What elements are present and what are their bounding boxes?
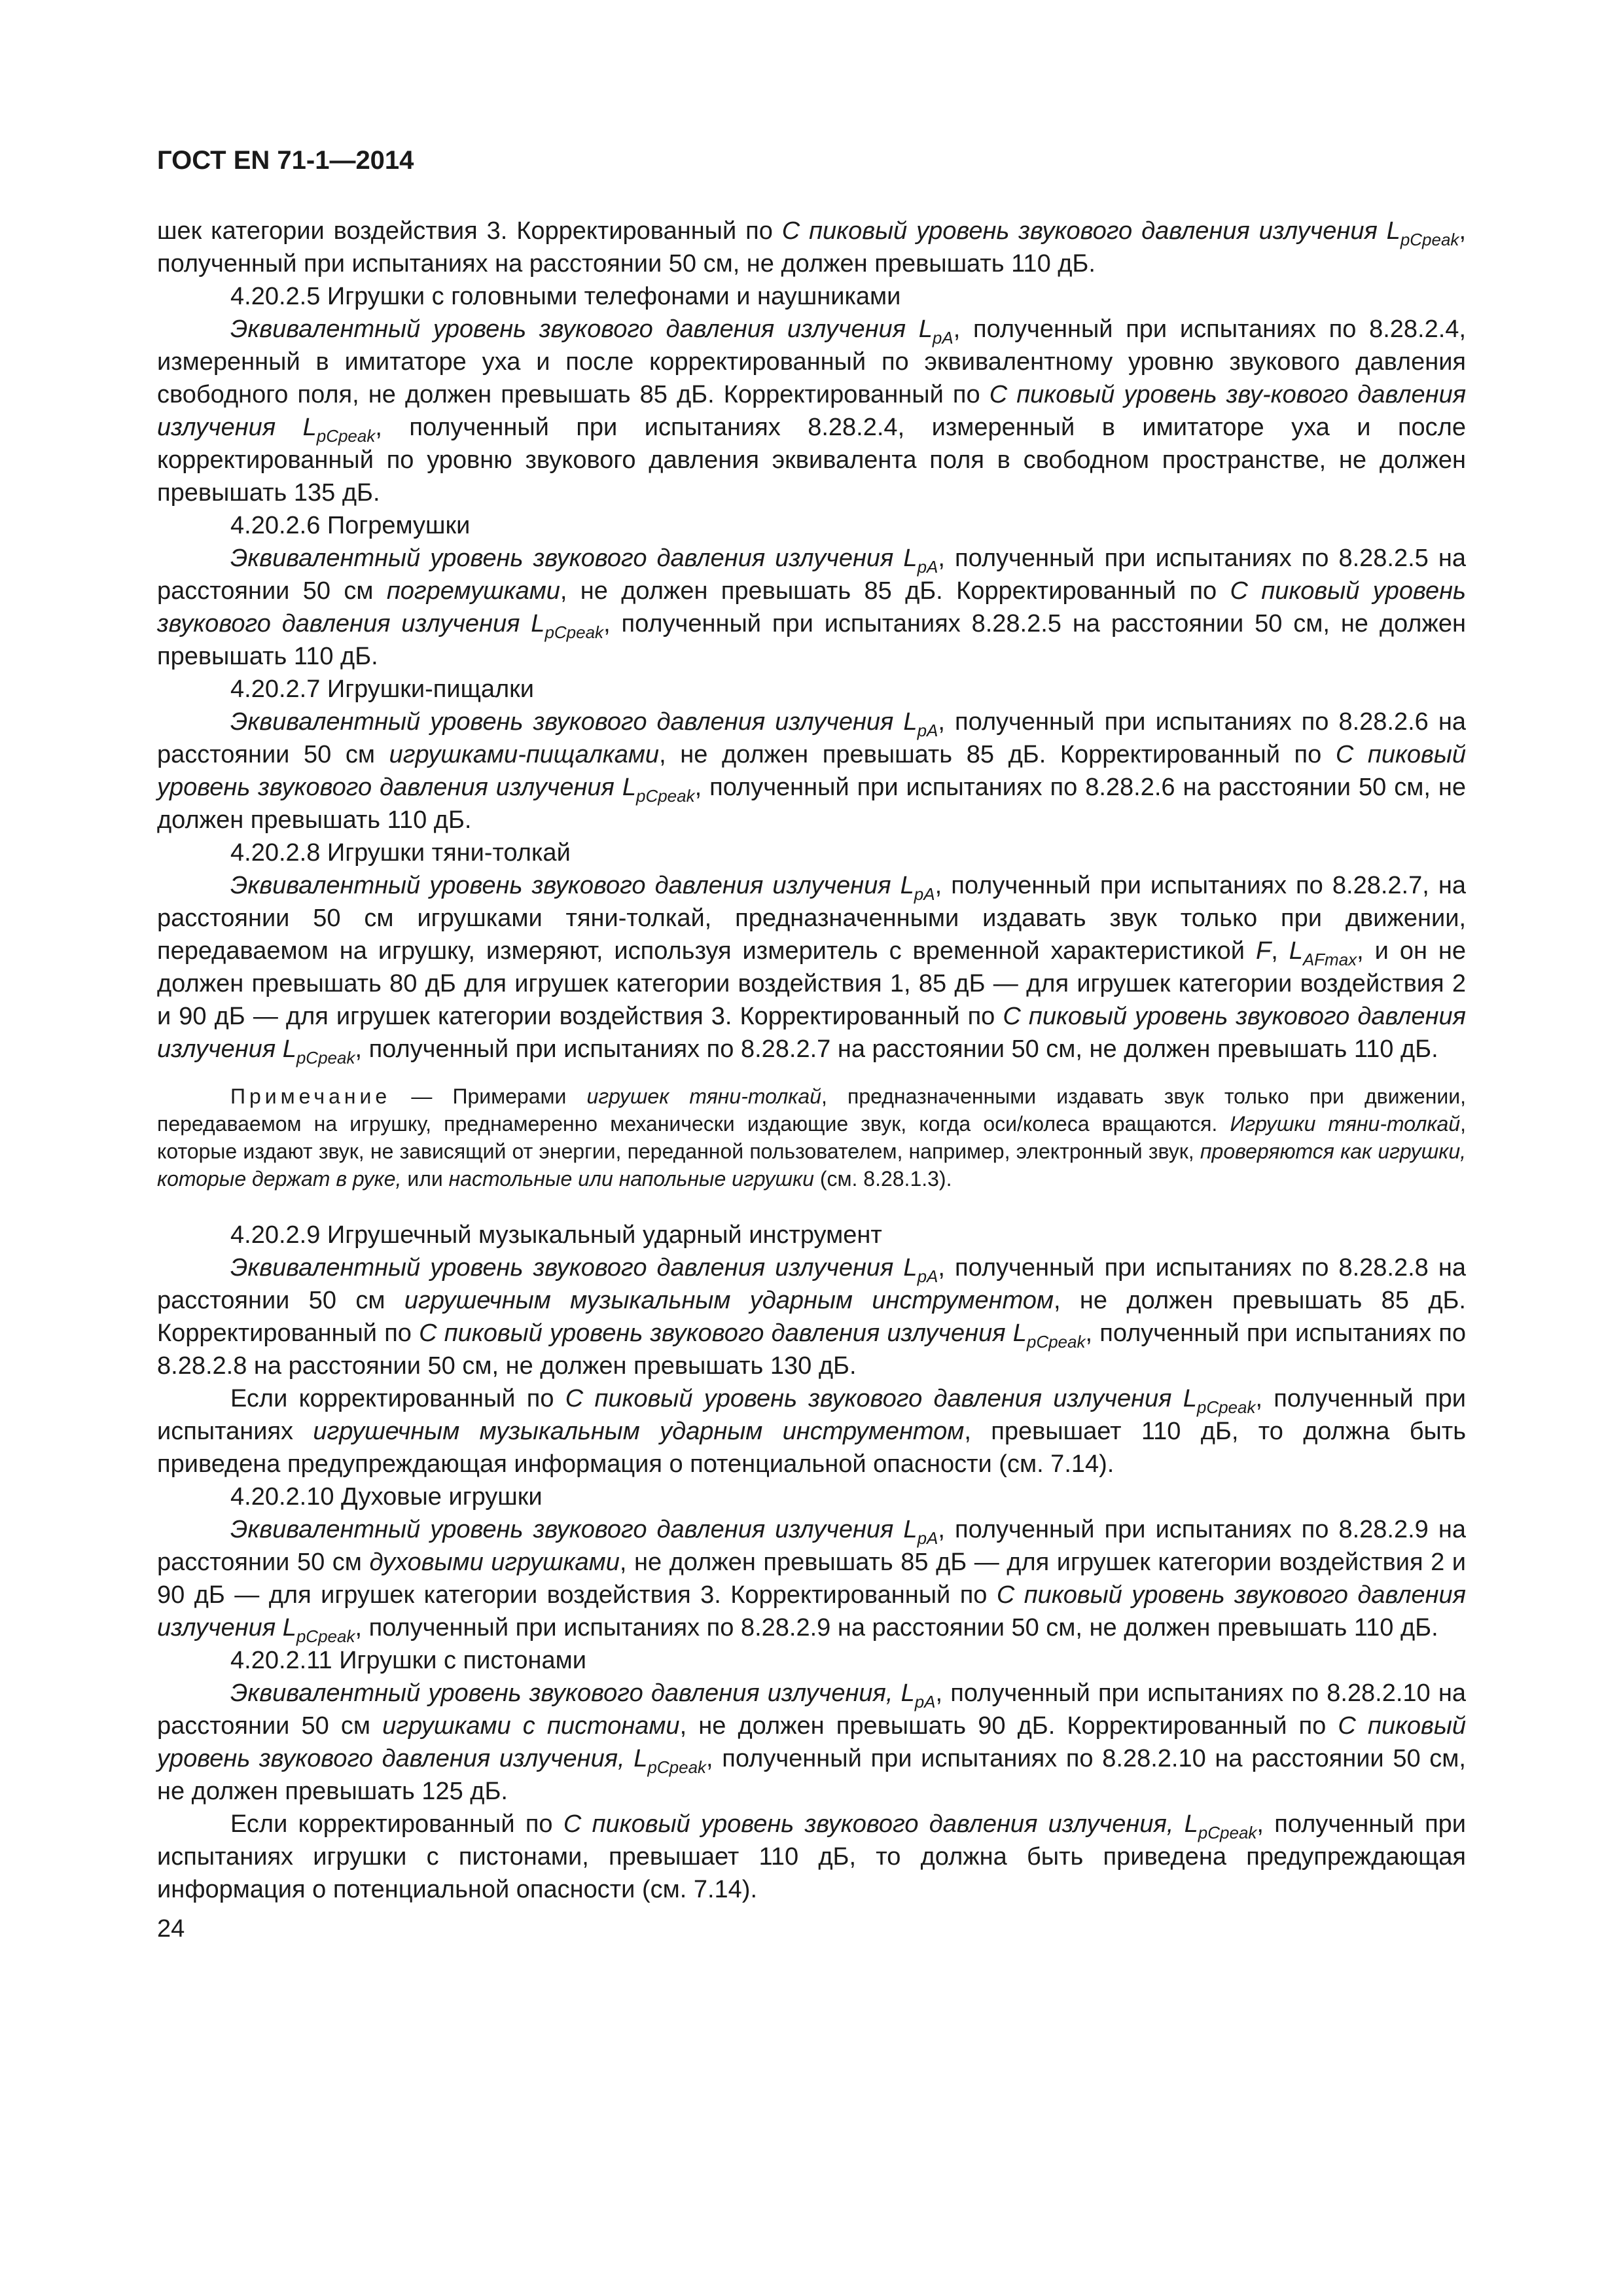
section-heading: 4.20.2.7 Игрушки-пищалки — [230, 675, 534, 703]
document-header: ГОСТ EN 71-1—2014 — [157, 146, 414, 175]
paragraph: Если корректированный по С пиковый уровень звукового давления излучения, $L_{pCpeak}$, полученный при испытаниях игрушки с пистонами, превышает 110 дБ, то должна быть приведена предупреждающая информация о потенциальной опасности (см. 7.14). — [157, 1810, 1467, 1903]
paragraph: Эквивалентный уровень звукового давления излучения $L_{pA}$, полученный при испытаниях по 8.28.2.5 на расстоянии 50 см погремушками, не должен превышать 85 дБ. Корректированный по С пиковый уровень звукового давления излучения $L_{pCpeak}$, полученный при испытаниях 8.28.2.5 на расстоянии 50 см, не должен превышать 110 дБ. — [157, 545, 1467, 670]
section-heading: 4.20.2.5 Игрушки с головными телефонами и наушниками — [230, 283, 901, 310]
section-heading: 4.20.2.11 Игрушки с пистонами — [230, 1647, 586, 1674]
paragraph: Эквивалентный уровень звукового давления излучения, $L_{pA}$, полученный при испытаниях по 8.28.2.10 на расстоянии 50 см игрушками с пистонами, не должен превышать 90 дБ. Корректированный по С пиковый уровень звукового давления излучения, $L_{pCpeak}$, полученный при испытаниях по 8.28.2.10 на расстоянии 50 см, не должен превышать 125 дБ. — [157, 1679, 1466, 1805]
paragraph: шек категории воздействия 3. Корректированный по С пиковый уровень звукового давления излучения $L_{pCpeak}$, полученный при испытаниях на расстоянии 50 см, не должен превышать 110 дБ. — [157, 217, 1466, 278]
section-heading: 4.20.2.8 Игрушки тяни-толкай — [230, 839, 571, 867]
paragraph: Эквивалентный уровень звукового давления излучения $L_{pA}$, полученный при испытаниях по 8.28.2.9 на расстоянии 50 см духовыми игрушками, не должен превышать 85 дБ — для игрушек категории воздействия 2 и 90 дБ — для игрушек категории воздействия 3. Корректированный по С пиковый уровень звукового давления излучения $L_{pCpeak}$, полученный при испытаниях по 8.28.2.9 на расстоянии 50 см, не должен превышать 110 дБ. — [157, 1516, 1467, 1646]
section-heading: 4.20.2.10 Духовые игрушки — [230, 1483, 543, 1511]
paragraph: Если корректированный по С пиковый уровень звукового давления излучения $L_{pCpeak}$, полученный при испытаниях игрушечным музыкальным ударным инструментом, превышает 110 дБ, то должна быть приведена предупреждающая информация о потенциальной опасности (см. 7.14). — [157, 1385, 1466, 1478]
paragraph: Эквивалентный уровень звукового давления излучения $L_{pA}$, полученный при испытаниях по 8.28.2.4, измеренный в имитаторе уха и после корректированный по эквивалентному уровню звукового давления свободного поля, не должен превышать 85 дБ. Корректированный по С пиковый уровень зву-кового давления излучения $L_{pCpeak}$, полученный при испытаниях 8.28.2.4, измеренный в имитаторе уха и после корректированный по уровню звукового давления эквивалента поля в свободном пространстве, не должен превышать 135 дБ. — [157, 315, 1467, 507]
section-heading: 4.20.2.9 Игрушечный музыкальный ударный инструмент — [230, 1221, 882, 1249]
paragraph: Эквивалентный уровень звукового давления излучения $L_{pA}$, полученный при испытаниях по 8.28.2.8 на расстоянии 50 см игрушечным музыкальным ударным инструментом, не должен превышать 85 дБ. Корректированный по С пиковый уровень звукового давления излучения $L_{pCpeak}$, полученный при испытаниях по 8.28.2.8 на расстоянии 50 см, не должен превышать 130 дБ. — [157, 1254, 1466, 1380]
section-heading: 4.20.2.6 Погремушки — [230, 512, 471, 539]
paragraph: Эквивалентный уровень звукового давления излучения $L_{pA}$, полученный при испытаниях по 8.28.2.7, на расстоянии 50 см игрушками тяни-толкай, предназначенными издавать звук только при движении, передаваемом на игрушку, измеряют, используя измеритель с временной характеристикой F, $L_{AFmax}$, и он не должен превышать 80 дБ для игрушек категории воздействия 1, 85 дБ — для игрушек категории воздействия 2 и 90 дБ — для игрушек категории воздействия 3. Корректированный по С пиковый уровень звукового давления излучения $L_{pCpeak}$, полученный при испытаниях по 8.28.2.7 на расстоянии 50 см, не должен превышать 110 дБ. — [157, 872, 1467, 1067]
page-number: 24 — [157, 1915, 185, 1943]
paragraph: Эквивалентный уровень звукового давления излучения $L_{pA}$, полученный при испытаниях по 8.28.2.6 на расстоянии 50 см игрушками-пищалками, не должен превышать 85 дБ. Корректированный по С пиковый уровень звукового давления излучения $L_{pCpeak}$, полученный при испытаниях по 8.28.2.6 на расстоянии 50 см, не должен превышать 110 дБ. — [157, 708, 1466, 834]
note: Примечание — Примерами игрушек тяни-толкай, предназначенными издавать звук только при движении, передаваемом на игрушку, преднамеренно механически издающие звук, когда оси/колеса вращаются. Игрушки тяни-толкай, которые издают звук, не зависящий от энергии, переданной пользователем, например, электронный звук, проверяются как игрушки, которые держат в руке, или настольные или напольные игрушки (см. 8.28.1.3). — [157, 1085, 1467, 1191]
document-page — [157, 144, 1466, 1945]
